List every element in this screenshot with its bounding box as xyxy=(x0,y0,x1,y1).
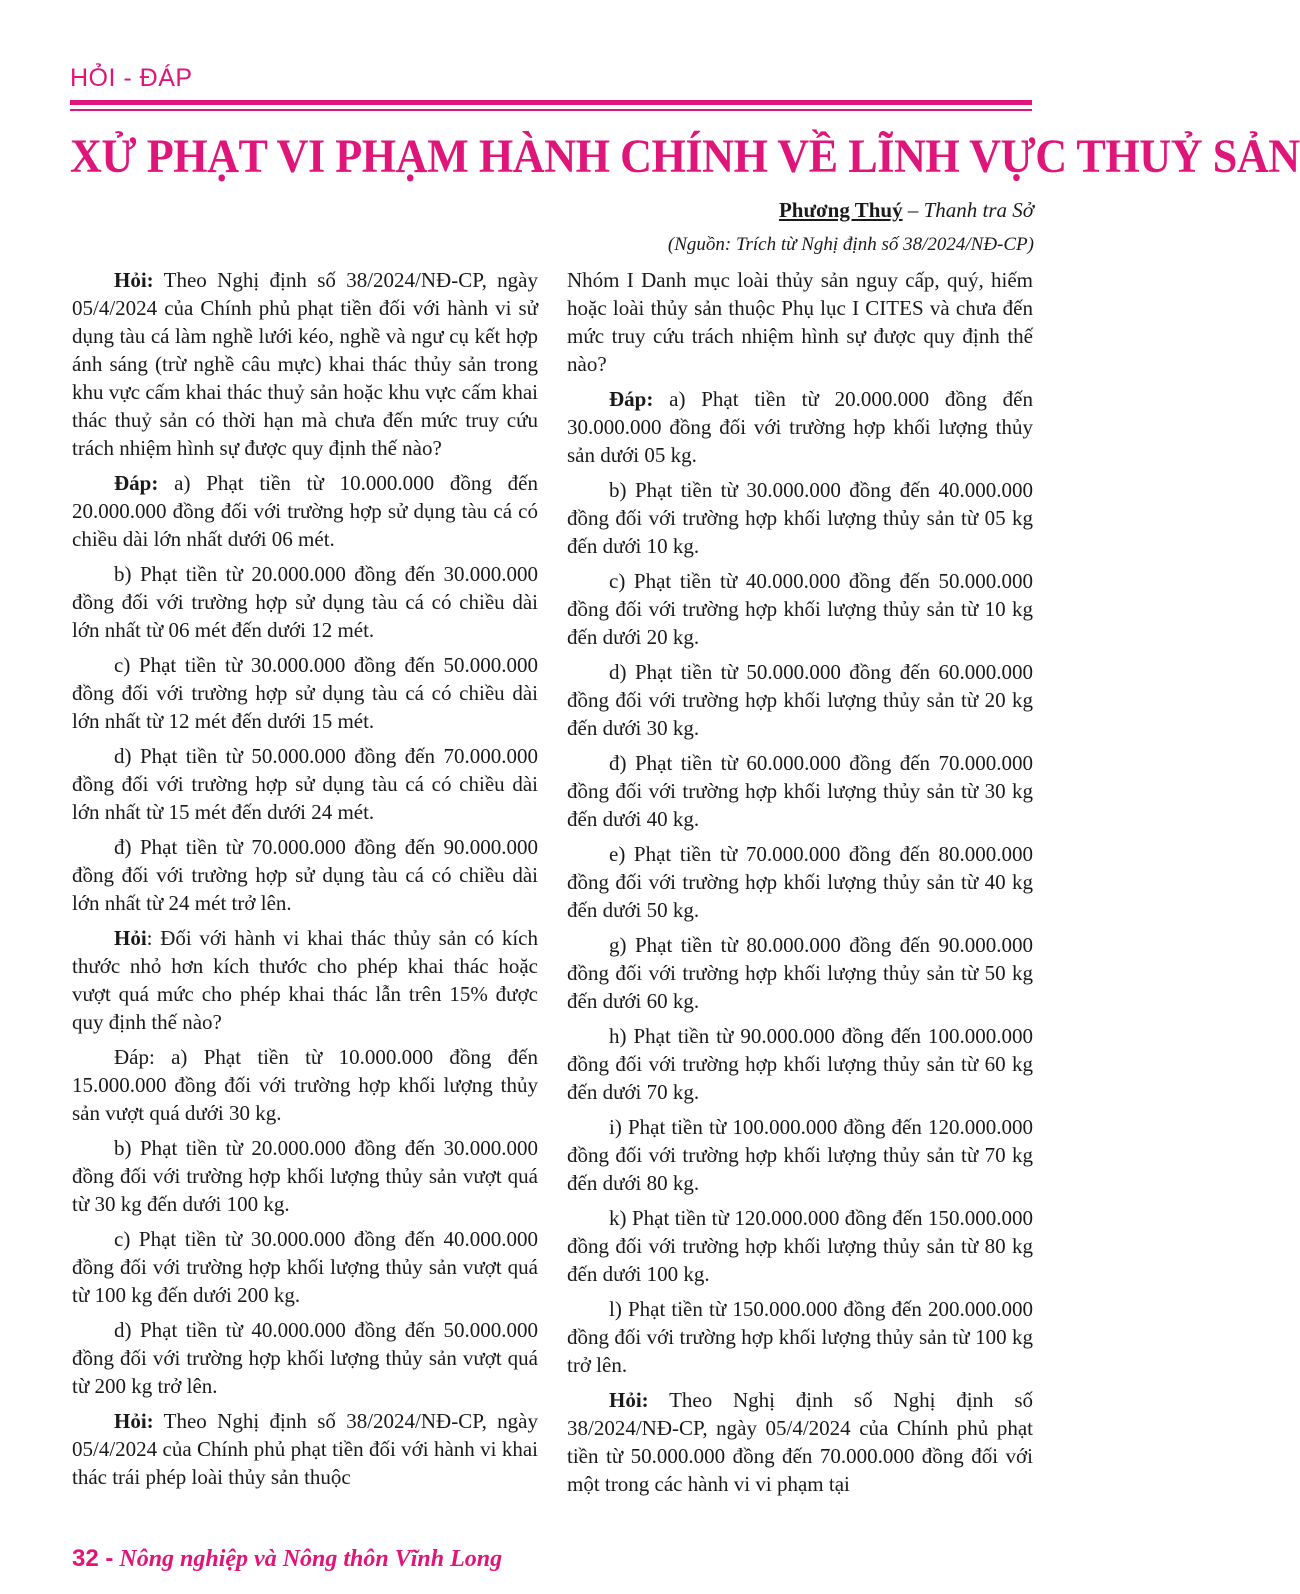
paragraph-text: Theo Nghị định số 38/2024/NĐ-CP, ngày 05/4/2024 của Chính phủ phạt tiền đối với hành vi sử dụng tàu cá làm nghề lưới kéo, nghề và ngư cụ kết hợp ánh sáng (trừ nghề câu mực) khai thác thủy sản trong khu vực cấm khai thác thuỷ sản hoặc khu vực cấm khai thác thuỷ sản có thời hạn mà chưa đến mức truy cứu trách nhiệm hình sự được quy định thế nào? xyxy=(72,268,538,460)
question-paragraph xyxy=(72,266,538,462)
source-note: (Nguồn: Trích từ Nghị định số 38/2024/NĐ-CP) xyxy=(667,234,1034,255)
answer-item: d) Phạt tiền từ 50.000.000 đồng đến 60.000.000 đồng đối với trường hợp khối lượng thủy sản từ 20 kg đến dưới 30 kg. xyxy=(567,660,1033,740)
paragraph-text: a) Phạt tiền từ 10.000.000 đồng đến 20.000.000 đồng đối với trường hợp sử dụng tàu cá có chiều dài lớn nhất dưới 06 mét. xyxy=(72,471,538,551)
question-label: Hỏi: xyxy=(114,268,154,292)
answer-item: đ) Phạt tiền từ 60.000.000 đồng đến 70.000.000 đồng đối với trường hợp khối lượng thủy sản từ 30 kg đến dưới 40 kg. xyxy=(567,751,1033,831)
left-column xyxy=(72,266,538,1498)
answer-item: d) Phạt tiền từ 50.000.000 đồng đến 70.000.000 đồng đối với trường hợp sử dụng tàu cá có chiều dài lớn nhất từ 15 mét đến dưới 24 mét. xyxy=(72,744,538,824)
question-label: Hỏi: xyxy=(114,1409,154,1433)
question-paragraph xyxy=(567,1386,1033,1498)
answer-item: b) Phạt tiền từ 20.000.000 đồng đến 30.000.000 đồng đối với trường hợp khối lượng thủy sản vượt quá từ 30 kg đến dưới 100 kg. xyxy=(72,1136,538,1216)
paragraph-text: a) Phạt tiền từ 20.000.000 đồng đến 30.000.000 đồng đối với trường hợp khối lượng thủy sản dưới 05 kg. xyxy=(567,387,1033,467)
answer-item: c) Phạt tiền từ 30.000.000 đồng đến 50.000.000 đồng đối với trường hợp sử dụng tàu cá có chiều dài lớn nhất từ 12 mét đến dưới 15 mét. xyxy=(72,653,538,733)
question-paragraph xyxy=(72,1407,538,1491)
answer-item: d) Phạt tiền từ 40.000.000 đồng đến 50.000.000 đồng đối với trường hợp khối lượng thủy sản vượt quá từ 200 kg trở lên. xyxy=(72,1318,538,1398)
header-rule-thick xyxy=(70,100,1032,105)
author-name: Phương Thuý xyxy=(778,198,903,222)
page-footer xyxy=(72,1545,502,1573)
question-paragraph xyxy=(72,924,538,1036)
paragraph-text: Theo Nghị định số 38/2024/NĐ-CP, ngày 05/4/2024 của Chính phủ phạt tiền đối với hành vi khai thác trái phép loài thủy sản thuộc xyxy=(72,1409,538,1489)
right-column xyxy=(567,266,1033,1505)
answer-item: i) Phạt tiền từ 100.000.000 đồng đến 120.000.000 đồng đối với trường hợp khối lượng thủy sản từ 70 kg đến dưới 80 kg. xyxy=(567,1115,1033,1195)
answer-item: g) Phạt tiền từ 80.000.000 đồng đến 90.000.000 đồng đối với trường hợp khối lượng thủy sản từ 50 kg đến dưới 60 kg. xyxy=(567,933,1033,1013)
answer-label: Đáp: xyxy=(114,471,159,495)
answer-item: e) Phạt tiền từ 70.000.000 đồng đến 80.000.000 đồng đối với trường hợp khối lượng thủy sản từ 40 kg đến dưới 50 kg. xyxy=(567,842,1033,922)
section-label: HỎI - ĐÁP xyxy=(70,64,193,92)
answer-item: c) Phạt tiền từ 40.000.000 đồng đến 50.000.000 đồng đối với trường hợp khối lượng thủy sản từ 10 kg đến dưới 20 kg. xyxy=(567,569,1033,649)
paragraph-text: Theo Nghị định số Nghị định số 38/2024/NĐ-CP, ngày 05/4/2024 của Chính phủ phạt tiền từ 50.000.000 đồng đến 70.000.000 đồng đối với một trong các hành vi vi phạm tại xyxy=(567,1388,1033,1496)
answer-item: c) Phạt tiền từ 30.000.000 đồng đến 40.000.000 đồng đối với trường hợp khối lượng thủy sản vượt quá từ 100 kg đến dưới 200 kg. xyxy=(72,1227,538,1307)
author-org: – Thanh tra Sở xyxy=(902,198,1034,222)
header-rule-thin xyxy=(70,109,1032,111)
answer-label: Đáp: xyxy=(609,387,654,411)
byline xyxy=(779,198,1034,223)
question-continuation: Nhóm I Danh mục loài thủy sản nguy cấp, quý, hiếm hoặc loài thủy sản thuộc Phụ lục I CITES và chưa đến mức truy cứu trách nhiệm hình sự được quy định thế nào? xyxy=(567,268,1033,376)
paragraph-text: : Đối với hành vi khai thác thủy sản có kích thước nhỏ hơn kích thước cho phép khai thác hoặc vượt quá mức cho phép khai thác lẫn trên 15% được quy định thế nào? xyxy=(72,926,538,1034)
answer-item: b) Phạt tiền từ 30.000.000 đồng đến 40.000.000 đồng đối với trường hợp khối lượng thủy sản từ 05 kg đến dưới 10 kg. xyxy=(567,478,1033,558)
magazine-name: Nông nghiệp và Nông thôn Vĩnh Long xyxy=(113,1546,503,1572)
answer-item: b) Phạt tiền từ 20.000.000 đồng đến 30.000.000 đồng đối với trường hợp sử dụng tàu cá có chiều dài lớn nhất từ 06 mét đến dưới 12 mét. xyxy=(72,562,538,642)
answer-item: đ) Phạt tiền từ 70.000.000 đồng đến 90.000.000 đồng đối với trường hợp sử dụng tàu cá có chiều dài lớn nhất từ 24 mét trở lên. xyxy=(72,835,538,915)
article-title: XỬ PHẠT VI PHẠM HÀNH CHÍNH VỀ LĨNH VỰC THUỶ SẢN xyxy=(70,130,1300,183)
page-number: 32 - xyxy=(72,1545,114,1572)
answer-paragraph xyxy=(72,469,538,553)
answer-item: Đáp: a) Phạt tiền từ 10.000.000 đồng đến 15.000.000 đồng đối với trường hợp khối lượng thủy sản vượt quá dưới 30 kg. xyxy=(72,1045,538,1125)
answer-item: l) Phạt tiền từ 150.000.000 đồng đến 200.000.000 đồng đối với trường hợp khối lượng thủy sản từ 100 kg trở lên. xyxy=(567,1297,1033,1377)
question-label: Hỏi xyxy=(114,926,147,950)
answer-paragraph xyxy=(567,385,1033,469)
question-label: Hỏi: xyxy=(609,1388,649,1412)
answer-item: h) Phạt tiền từ 90.000.000 đồng đến 100.000.000 đồng đối với trường hợp khối lượng thủy sản từ 60 kg đến dưới 70 kg. xyxy=(567,1024,1033,1104)
answer-item: k) Phạt tiền từ 120.000.000 đồng đến 150.000.000 đồng đối với trường hợp khối lượng thủy sản từ 80 kg đến dưới 100 kg. xyxy=(567,1206,1033,1286)
